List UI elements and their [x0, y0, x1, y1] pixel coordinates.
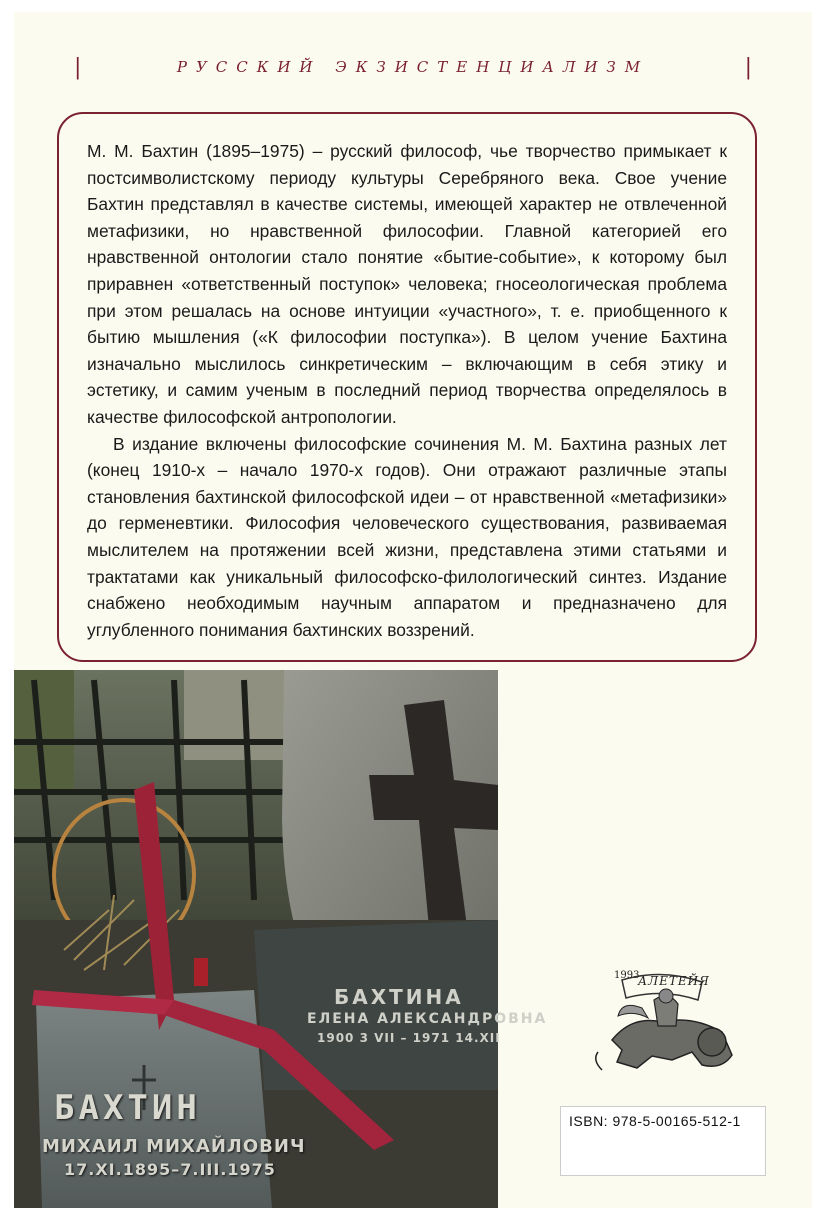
- annotation-box: [57, 112, 757, 662]
- isbn-number: ISBN: 978-5-00165-512-1: [569, 1113, 741, 1129]
- series-left-bar: |: [74, 54, 82, 80]
- stone-given-names: ЕЛЕНА АЛЕКСАНДРОВНА: [307, 1011, 548, 1027]
- annotation-paragraph-1: М. М. Бахтин (1895–1975) – русский философ, чье творчество примыкает к постсимволистскому периоду культуры Серебряного века. Свое учение Бахтин представлял в качестве системы, имеющей характер не отвлеченной метафизики, но нравственной философии. Главной категорией его нравственной онтологии стало понятие «бытие-событие», к которому был приравнен «ответственный поступок» человека; гносеологическая проблема при этом решалась на основе интуиции «участного», т. е. приобщенного к бытию мышления («К философии поступка»). В целом учение Бахтина изначально мыслилось синкретическим – включающим в себя этику и эстетику, и самим ученым в последний период творчества определялось в качестве философской антропологии.: [87, 141, 727, 427]
- stone-surname: БАХТИНА: [334, 985, 464, 1009]
- plaque-surname: БАХТИН: [54, 1088, 201, 1128]
- plaque-given-names: МИХАИЛ МИХАЙЛОВИЧ: [42, 1136, 306, 1157]
- plaque-dates: 17.XI.1895–7.III.1975: [64, 1160, 276, 1179]
- stone-dates: 1900 3 VII – 1971 14.XII: [317, 1031, 501, 1045]
- publisher-name: АЛЕТЕЙЯ: [638, 974, 710, 988]
- series-title: РУССКИЙ ЭКЗИСТЕНЦИАЛИЗМ: [176, 58, 650, 76]
- isbn-barcode-box: [560, 1106, 766, 1176]
- annotation-paragraph-2: В издание включены философские сочинения М. М. Бахтина разных лет (конец 1910-х – начало 1970-х годов). Они отражают различные этапы становления бахтинской философской идеи – от нравственной «метафизики» до герменевтики. Философия человеческого существования, развиваемая мыслителем на протяжении всей жизни, представлена этими статьями и трактатами как уникальный философско-филологический синтез. Издание снабжено необходимым научным аппаратом и предназначено для углубленного понимания бахтинских воззрений.: [87, 433, 727, 640]
- series-right-bar: |: [744, 54, 752, 80]
- series-header: [14, 52, 812, 82]
- publisher-logo: [582, 960, 742, 1080]
- publisher-year: 1993: [614, 970, 640, 981]
